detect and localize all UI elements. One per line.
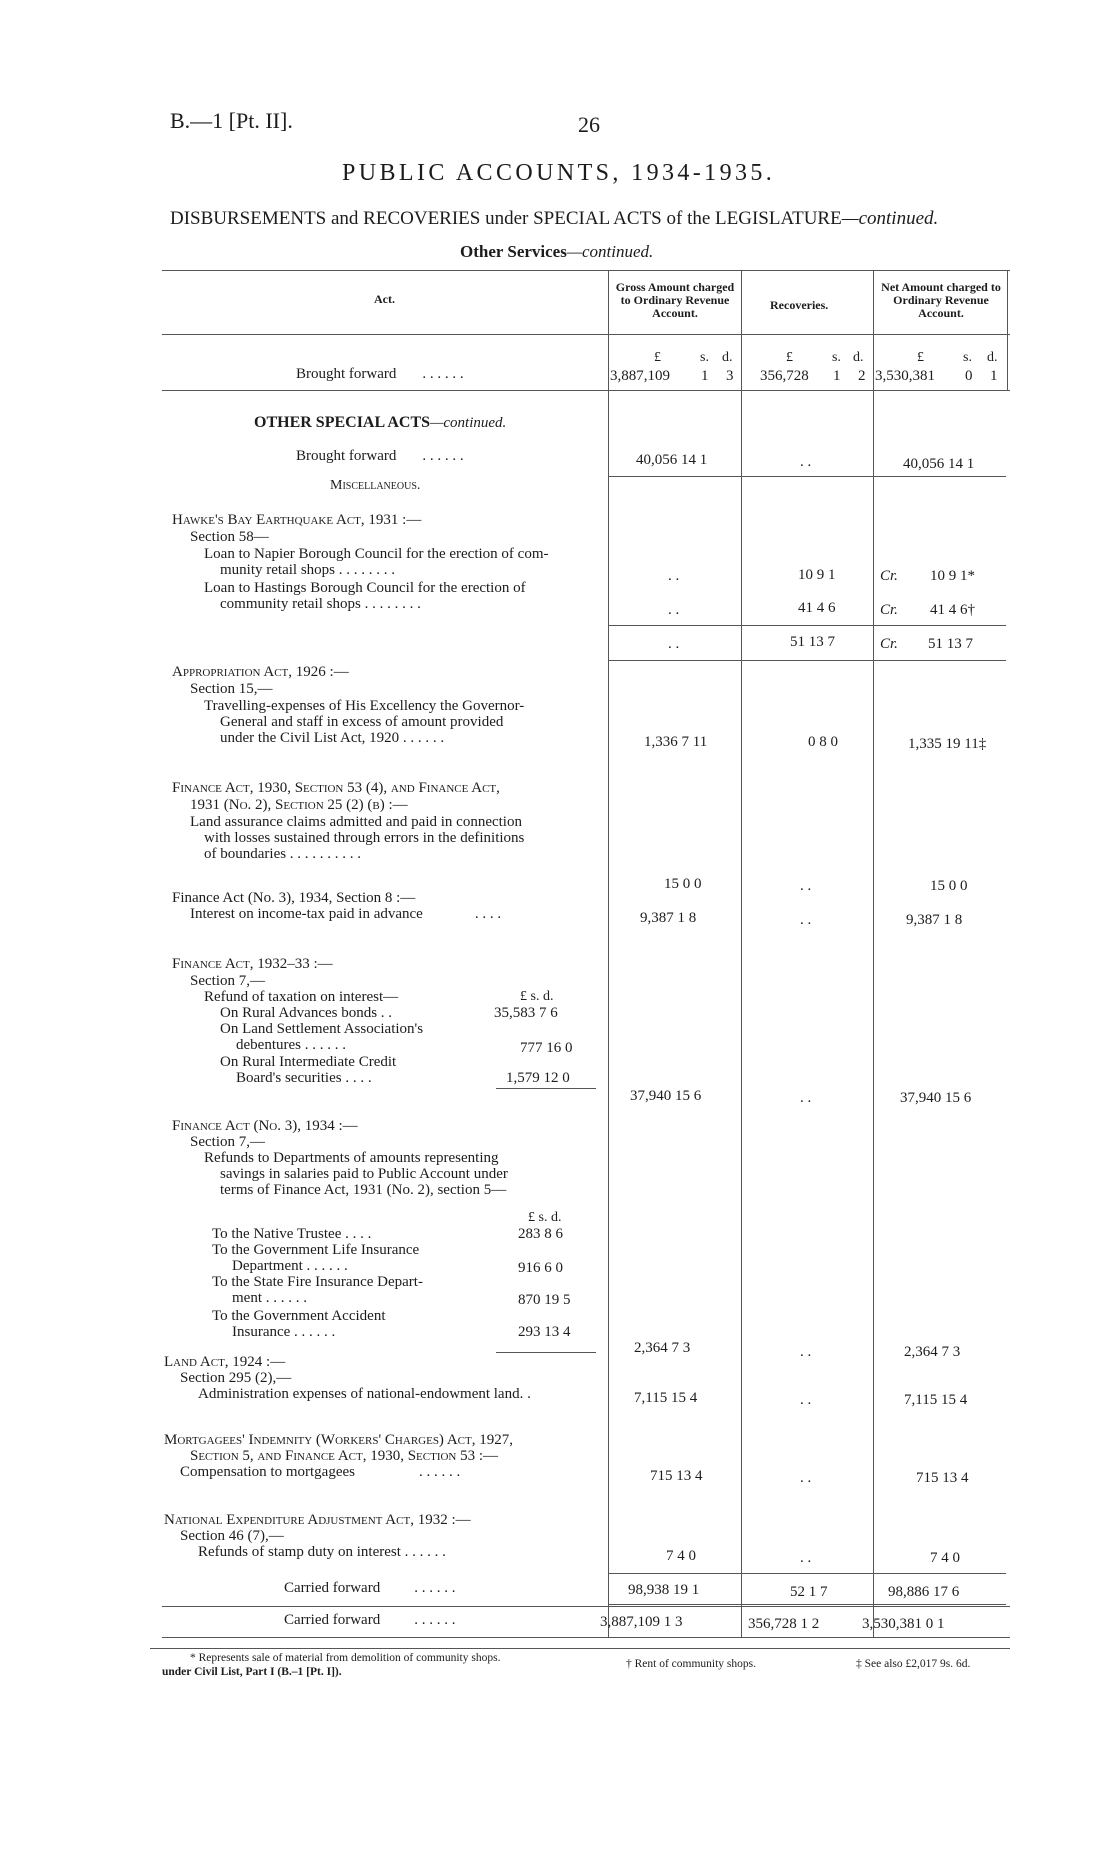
finance-1930-line1: Land assurance claims admitted and paid in connection [190,814,522,830]
carried-forward-2-net: 3,530,381 0 1 [862,1616,945,1632]
recoveries-shilling-header: s. [832,350,841,365]
leader-dots: . . . . . . [418,1464,461,1480]
hastings-loan-recoveries: 41 4 6 [798,600,836,616]
hastings-loan-line1: Loan to Hastings Borough Council for the erection of [204,580,526,596]
carried-forward-2-recoveries: 356,728 1 2 [748,1616,820,1632]
accident-insurance-label-line1: To the Government Accident [212,1308,386,1324]
finance-1932-net: 37,940 15 6 [900,1090,972,1106]
rural-intermediate-label-line2: Board's securities . . . . [236,1070,372,1086]
life-insurance-label-line1: To the Government Life Insurance [212,1242,420,1258]
appropriation-line1: Travelling-expenses of His Excellency the Governor- [204,698,525,714]
carried-forward-2-gross: 3,887,109 1 3 [600,1614,683,1630]
appropriation-recoveries: 0 8 0 [808,734,838,750]
national-expenditure-act-title: National Expenditure Adjustment Act, 1932 :— [164,1512,471,1528]
miscellaneous-heading: Miscellaneous. [330,478,421,493]
document-reference: B.—1 [Pt. II]. [170,108,293,133]
net-pound-sign: £ [917,350,924,365]
carried-forward-1-label [284,1580,455,1597]
brought-forward-2-label [296,448,464,465]
page-number: 26 [578,112,600,137]
carried-forward-2-label [284,1612,455,1629]
hawkes-bay-act-title: Hawke's Bay Earthquake Act, 1931 :— [172,512,422,528]
finance-1932-refund-line: Refund of taxation on interest— [204,989,399,1005]
hastings-loan-net: 41 4 6† [930,602,975,618]
rural-intermediate-label-line1: On Rural Intermediate Credit [220,1054,397,1070]
appropriation-act-title: Appropriation Act, 1926 :— [172,664,349,680]
appropriation-line2: General and staff in excess of amount provided [220,714,504,730]
fire-insurance-label-line1: To the State Fire Insurance Depart- [212,1274,423,1290]
finance-1930-act-title-line1: Finance Act, 1930, Section 53 (4), and Finance Act, [172,780,500,796]
national-expenditure-net: 7 4 0 [930,1550,960,1566]
land-act-gross: 7,115 15 4 [634,1390,698,1406]
hawkes-bay-total-recoveries: 51 13 7 [790,634,835,650]
appropriation-line3: under the Civil List Act, 1920 . . . . . . [220,730,445,746]
other-special-acts-heading [254,414,506,432]
fire-insurance-value: 870 19 5 [518,1292,571,1308]
footnote-star-line2: under Civil List, Part I (B.–1 [Pt. I]). [162,1666,342,1678]
section-continued: —continued. [566,242,654,261]
brought-forward-gross-pence: 3 [726,368,734,384]
fire-insurance-label-line2: ment . . . . . . [232,1290,307,1306]
finance-1930-act-title-line2: 1931 (No. 2), Section 25 (2) (b) :— [190,797,408,813]
finance-1934-s7-net: 2,364 7 3 [904,1344,961,1360]
hawkes-bay-total-net: 51 13 7 [928,636,973,652]
column-header-act: Act. [374,292,395,306]
hawkes-bay-total-credit-marker: Cr. [880,636,898,652]
brought-forward-2-net: 40,056 14 1 [903,456,975,472]
brought-forward-recoveries-shillings: 1 [833,368,841,384]
brought-forward-net-pence: 1 [990,368,998,384]
finance-1934-s7-line3: terms of Finance Act, 1931 (No. 2), section 5— [220,1182,507,1198]
national-expenditure-recoveries: . . [800,1550,812,1566]
finance-1930-gross: 15 0 0 [664,876,702,892]
native-trustee-value: 283 8 6 [518,1226,563,1242]
subtitle-continued: —continued. [841,208,939,229]
finance-1934-s7-line1: Refunds to Departments of amounts representing [204,1150,499,1166]
rural-advances-value: 35,583 7 6 [494,1005,558,1021]
finance-1934-s7-line2: savings in salaries paid to Public Account under [220,1166,508,1182]
column-header-net: Net Amount charged to Ordinary Revenue Account. [881,280,1001,320]
section-title: Other Services [460,242,567,261]
finance-1932-section: Section 7,— [190,973,265,989]
native-trustee-label: To the Native Trustee . . . . [212,1226,372,1242]
finance-1930-recoveries: . . [800,878,812,894]
national-expenditure-gross: 7 4 0 [666,1548,696,1564]
brought-forward-label [296,366,464,383]
brought-forward-2-text: Brought forward [296,448,397,464]
accident-insurance-value: 293 13 4 [518,1324,571,1340]
subtitle-main: DISBURSEMENTS and RECOVERIES under SPECIAL ACTS of the LEGISLATURE [170,208,842,229]
life-insurance-value: 916 6 0 [518,1260,563,1276]
mortgagees-gross: 715 13 4 [650,1468,703,1484]
finance-1934-s8-net: 9,387 1 8 [906,912,963,928]
finance-1934-s8-text: Interest on income-tax paid in advance [190,906,423,922]
finance-1932-sub-header: £ s. d. [520,989,554,1004]
recoveries-pound-sign: £ [786,350,793,365]
leader-dots: . . . . . . [414,1612,456,1628]
rural-advances-label: On Rural Advances bonds . . [220,1005,393,1021]
finance-1934-s7-recoveries: . . [800,1344,812,1360]
net-shilling-header: s. [963,350,972,365]
column-header-gross: Gross Amount charged to Ordinary Revenue Account. [615,280,735,320]
land-act-line1: Administration expenses of national-endowment land. . [198,1386,531,1402]
page-title: PUBLIC ACCOUNTS, 1934-1935. [342,160,776,186]
net-pence-header: d. [987,350,998,365]
land-settlement-label-line1: On Land Settlement Association's [220,1021,424,1037]
land-act-net: 7,115 15 4 [904,1392,968,1408]
land-act-title: Land Act, 1924 :— [164,1354,286,1370]
napier-loan-credit-marker: Cr. [880,568,898,584]
mortgagees-act-title-line2: Section 5, and Finance Act, 1930, Section 53 :— [190,1448,499,1464]
finance-1932-gross: 37,940 15 6 [630,1088,702,1104]
footnote-dagger: † Rent of community shops. [626,1658,757,1670]
national-expenditure-section: Section 46 (7),— [180,1528,284,1544]
brought-forward-gross-shillings: 1 [701,368,709,384]
section-heading [460,242,653,262]
appropriation-section: Section 15,— [190,681,273,697]
napier-loan-line2: munity retail shops . . . . . . . . [220,562,395,578]
appropriation-net: 1,335 19 11‡ [908,736,987,752]
gross-shilling-header: s. [700,350,709,365]
carried-forward-1-text: Carried forward [284,1580,381,1596]
carried-forward-1-gross: 98,938 19 1 [628,1582,700,1598]
other-special-acts-title: OTHER SPECIAL ACTS [254,414,431,431]
accident-insurance-label-line2: Insurance . . . . . . [232,1324,336,1340]
column-header-recoveries: Recoveries. [770,298,829,312]
life-insurance-label-line2: Department . . . . . . [232,1258,348,1274]
leader-dots: . . . . . . [414,1580,456,1596]
footnote-star-line1: * Represents sale of material from demolition of community shops. [190,1652,501,1664]
mortgagees-recoveries: . . [800,1470,812,1486]
other-special-acts-continued: —continued. [430,415,507,431]
brought-forward-2-recoveries: . . [800,454,812,470]
gross-pence-header: d. [722,350,733,365]
rural-intermediate-value: 1,579 12 0 [506,1070,570,1086]
gross-pound-sign: £ [654,350,661,365]
footnote-double-dagger: ‡ See also £2,017 9s. 6d. [856,1658,971,1670]
finance-1932-recoveries: . . [800,1090,812,1106]
leader-dots: . . . . [474,906,502,922]
carried-forward-1-net: 98,886 17 6 [888,1584,960,1600]
finance-1934-s7-gross: 2,364 7 3 [634,1340,691,1356]
finance-1934-s8-recoveries: . . [800,912,812,928]
finance-1934-s8-line1 [190,906,501,923]
land-act-section: Section 295 (2),— [180,1370,292,1386]
appropriation-gross: 1,336 7 11 [644,734,708,750]
hawkes-bay-section: Section 58— [190,529,269,545]
carried-forward-2-text: Carried forward [284,1612,381,1628]
brought-forward-net-shillings: 0 [965,368,973,384]
mortgagees-text: Compensation to mortgagees [180,1464,355,1480]
brought-forward-gross-pounds: 3,887,109 [610,368,670,384]
brought-forward-text: Brought forward [296,366,397,382]
finance-1934-s7-section: Section 7,— [190,1134,265,1150]
hastings-loan-line2: community retail shops . . . . . . . . [220,596,421,612]
finance-1934-s8-gross: 9,387 1 8 [640,910,697,926]
page-subtitle [170,208,938,230]
brought-forward-2-gross: 40,056 14 1 [636,452,708,468]
napier-loan-gross: . . [668,568,680,584]
hastings-loan-credit-marker: Cr. [880,602,898,618]
mortgagees-net: 715 13 4 [916,1470,969,1486]
brought-forward-net-pounds: 3,530,381 [875,368,935,384]
finance-1934-s8-act-title: Finance Act (No. 3), 1934, Section 8 :— [172,890,416,906]
finance-1930-line3: of boundaries . . . . . . . . . . [204,846,362,862]
land-settlement-label-line2: debentures . . . . . . [236,1037,346,1053]
mortgagees-act-title-line1: Mortgagees' Indemnity (Workers' Charges) Act, 1927, [164,1432,513,1448]
hastings-loan-gross: . . [668,602,680,618]
finance-1930-net: 15 0 0 [930,878,968,894]
land-settlement-value: 777 16 0 [520,1040,573,1056]
land-act-recoveries: . . [800,1392,812,1408]
napier-loan-line1: Loan to Napier Borough Council for the erection of com- [204,546,549,562]
recoveries-pence-header: d. [853,350,864,365]
napier-loan-net: 10 9 1* [930,568,975,584]
national-expenditure-line1: Refunds of stamp duty on interest . . . . . . [198,1544,446,1560]
finance-1934-s7-sub-header: £ s. d. [528,1210,562,1225]
finance-1934-s7-act-title: Finance Act (No. 3), 1934 :— [172,1118,358,1134]
carried-forward-1-recoveries: 52 1 7 [790,1584,828,1600]
finance-1930-line2: with losses sustained through errors in the definitions [204,830,525,846]
leader-dots: . . . . . . [422,366,464,382]
brought-forward-recoveries-pounds: 356,728 [760,368,809,384]
finance-1932-act-title: Finance Act, 1932–33 :— [172,956,333,972]
hawkes-bay-total-gross: . . [668,636,680,652]
mortgagees-line1 [180,1464,460,1481]
napier-loan-recoveries: 10 9 1 [798,567,836,583]
brought-forward-recoveries-pence: 2 [858,368,866,384]
leader-dots: . . . . . . [422,448,464,464]
